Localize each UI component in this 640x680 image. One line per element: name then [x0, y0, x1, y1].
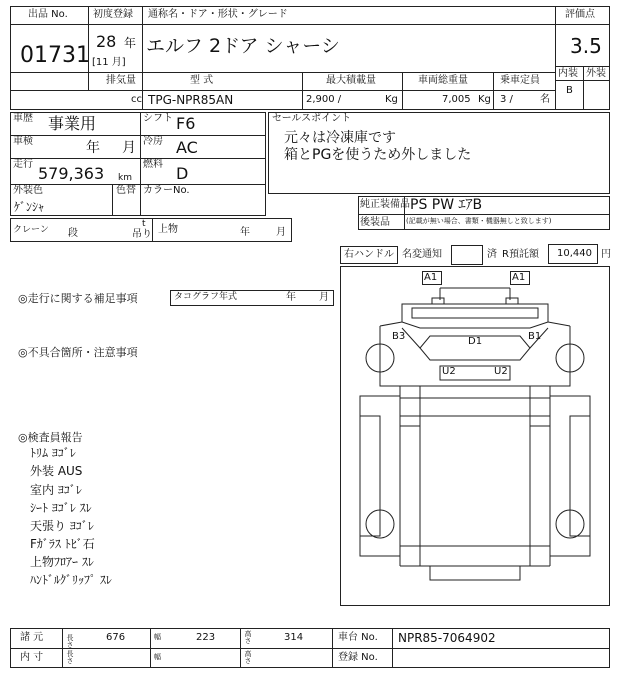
defects-label: ◎不具合箇所・注意事項: [18, 346, 138, 359]
interior-label: 内装: [558, 68, 578, 79]
color-no-label-2: カラーNo.: [143, 185, 190, 196]
model-code: TPG-NPR85AN: [148, 93, 234, 107]
list-item: 天張り ﾖｺﾞﾚ: [30, 519, 94, 533]
mileage-unit: km: [118, 173, 132, 183]
model-name: エルフ 2ドア シャーシ: [146, 35, 340, 57]
fuel-label: 燃料: [143, 159, 163, 170]
crane-t: t: [142, 219, 146, 229]
list-item: 外装 AUS: [30, 464, 83, 478]
dims-label: 諸 元: [20, 632, 44, 643]
diagram-mark: A1: [424, 272, 438, 283]
chassis-label: 車台 No.: [338, 632, 378, 643]
width-label: 幅: [154, 633, 161, 641]
genuine-equipment: PS PW ｴｱB: [410, 197, 483, 213]
interior-grade: B: [566, 85, 573, 96]
reading-label: R預託額: [502, 249, 539, 260]
exterior-label: 外装: [586, 68, 606, 79]
truck-outline: [340, 266, 610, 606]
displacement-unit: cc: [131, 94, 142, 105]
sales-point-label: セールスポイント: [272, 113, 352, 124]
gross-weight: 7,005: [442, 94, 471, 105]
gross-weight-label: 車両総重量: [418, 75, 468, 86]
list-item: Fｶﾞﾗｽ ﾄﾋﾞ石: [30, 537, 95, 551]
driving-notes-label: ◎走行に関する補足事項: [18, 292, 138, 305]
diagram-mark: U2: [442, 366, 456, 377]
list-item: 上物ﾌﾛｱｰ ｽﾚ: [30, 555, 94, 569]
genuine-label: 純正装備品: [360, 199, 410, 210]
inspection-year: 年: [86, 140, 100, 156]
inspection-month: 月: [122, 140, 136, 156]
model-grade-label: 通称名・ドア・形状・グレード: [148, 9, 288, 20]
steering: 右ハンドル: [344, 249, 394, 260]
diagram-mark: B3: [392, 331, 406, 342]
list-item: ﾄﾘﾑ ﾖｺﾞﾚ: [30, 446, 76, 460]
ac: AC: [176, 138, 198, 157]
exterior-color: ｹﾞﾝｼｬ: [14, 200, 45, 214]
history: 事業用: [48, 114, 97, 133]
meter-change-label: 名変通知: [402, 249, 442, 260]
upper-month: 月: [276, 227, 286, 238]
model-code-label: 型 式: [190, 75, 214, 86]
ac-label: 冷房: [143, 136, 163, 147]
crane-stage: 段: [68, 228, 78, 239]
max-load-label: 最大積載量: [326, 75, 376, 86]
meter-change-box: [451, 245, 483, 265]
chassis-no: NPR85-7064902: [398, 631, 496, 645]
capacity: 3 /: [500, 94, 513, 105]
list-item: 室内 ﾖｺﾞﾚ: [30, 483, 82, 497]
first-reg-label: 初度登録: [93, 9, 133, 20]
lot-no-label: 出品 No.: [28, 9, 68, 20]
width: 223: [196, 632, 216, 643]
eval-score: 3.5: [570, 34, 602, 58]
displacement-label: 排気量: [106, 75, 136, 86]
crane-hook: 吊り: [132, 229, 152, 240]
inner-width-label: 幅: [154, 653, 161, 661]
shift-label: シフト: [143, 113, 173, 124]
tacho-year: 年: [286, 292, 296, 303]
max-load-unit: Kg: [385, 94, 398, 105]
tacho-label: タコグラフ年式: [174, 292, 238, 302]
exterior-color-label: 外装色: [13, 185, 43, 196]
length-label: 長さ: [66, 634, 74, 648]
shift: F6: [176, 114, 196, 133]
inner-height-label: 高さ: [244, 650, 252, 664]
fuel: D: [176, 164, 189, 183]
color-no-label: 色替: [116, 185, 136, 196]
sales-point-line1: 元々は冷凍庫です: [284, 130, 396, 146]
aftermarket-note: (記載が無い場合、書類・機器無しと致します): [406, 217, 552, 225]
mileage: 579,363: [38, 164, 105, 183]
mileage-label: 走行: [13, 159, 33, 170]
inner-length-label: 長さ: [66, 650, 74, 664]
reading-unit: 円: [601, 249, 611, 260]
height: 314: [284, 632, 304, 643]
eval-label: 評価点: [565, 9, 595, 20]
diagram-mark: U2: [494, 366, 508, 377]
diagram-mark: B1: [528, 331, 542, 342]
lot-no: 01731: [20, 43, 90, 68]
first-reg-month: [11 月]: [92, 57, 126, 68]
history-label: 車歴: [13, 113, 33, 124]
aftermarket-label: 後装品: [360, 217, 390, 228]
diagram-mark: A1: [512, 272, 526, 283]
inspection-label: 車検: [13, 136, 33, 147]
first-reg-year-unit: 年: [124, 36, 137, 50]
height-label: 高さ: [244, 630, 252, 644]
sales-point-line2: 箱とPGを使うため外しました: [284, 147, 472, 163]
capacity-label: 乗車定員: [500, 75, 540, 86]
first-reg-year: 28: [96, 32, 117, 51]
upper-year: 年: [240, 227, 250, 238]
capacity-unit: 名: [540, 94, 550, 105]
max-load: 2,900 /: [306, 94, 342, 105]
list-item: ｼｰﾄ ﾖｺﾞﾚ ｽﾚ: [30, 501, 92, 515]
tacho-month: 月: [319, 292, 329, 303]
gross-weight-unit: Kg: [478, 94, 491, 105]
length: 676: [106, 632, 126, 643]
inner-label: 内 寸: [20, 652, 44, 663]
crane-label: クレーン: [13, 225, 49, 235]
odometer-dash: 済: [487, 249, 497, 260]
diagram-mark: D1: [468, 336, 483, 347]
list-item: ﾊﾝﾄﾞﾙｸﾞﾘｯﾌﾟ ｽﾚ: [30, 573, 112, 587]
inspector-label: ◎検査員報告: [18, 431, 83, 444]
reg-label: 登録 No.: [338, 652, 378, 663]
reading: 10,440: [557, 248, 592, 259]
upper-label: 上物: [158, 224, 178, 235]
